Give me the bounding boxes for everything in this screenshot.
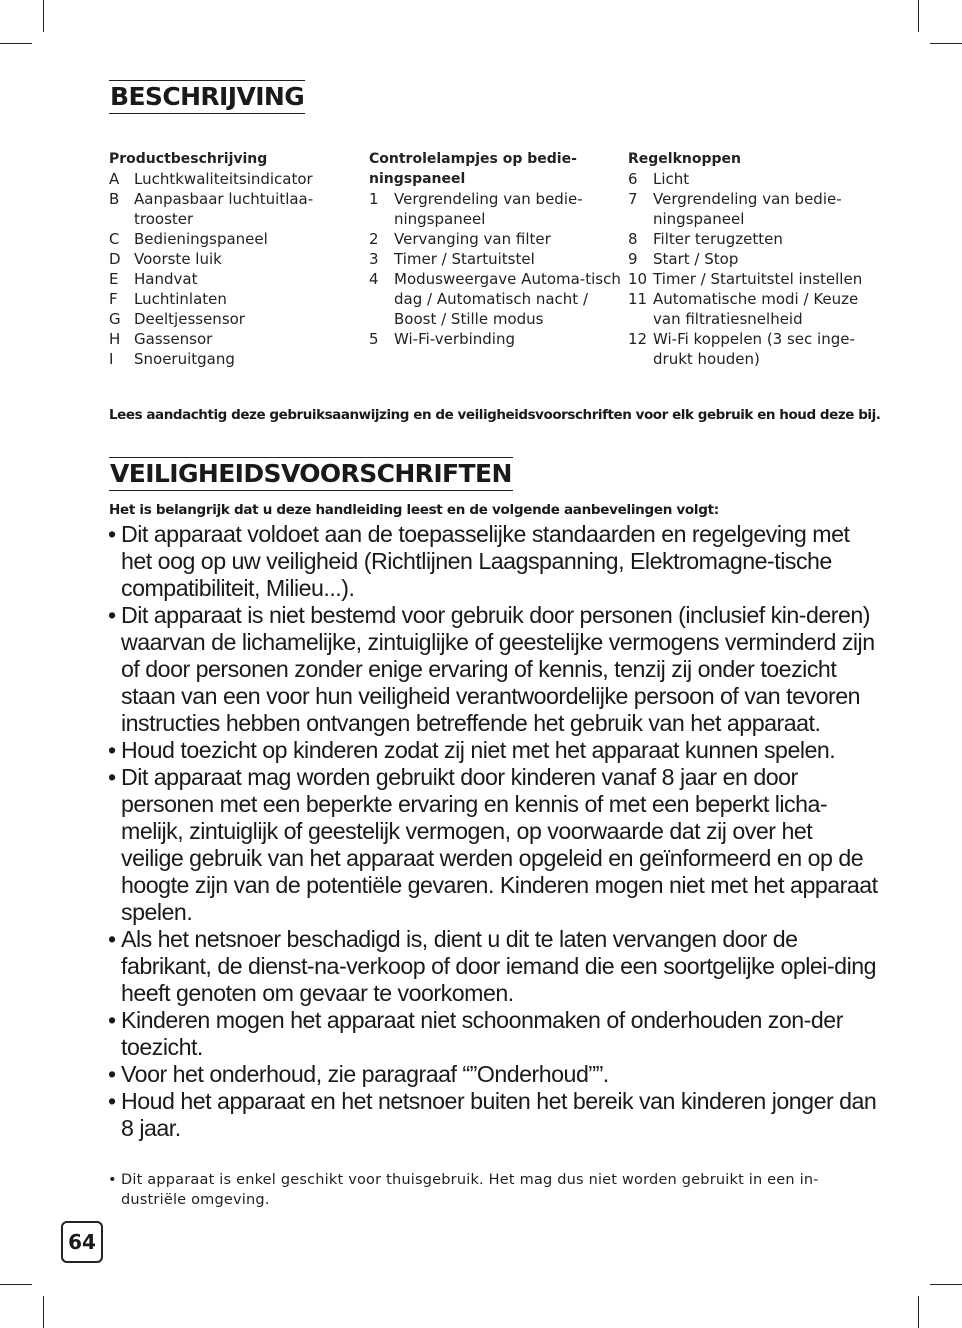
column-control-lights <box>369 149 624 349</box>
column-title: Controlelampjes op bedie-ningspaneel <box>369 151 577 187</box>
list-item: I Snoeruitgang <box>109 350 235 368</box>
crop-mark <box>930 1284 962 1285</box>
list-item: • Als het netsnoer beschadigd is, dient u dit te laten vervangen door de fabrikant, de dienst-na-verkoop of door iemand die een soortgelijke oplei-ding heeft genoten om gevaar te voorkomen. <box>108 926 877 1006</box>
list-item: 10 Timer / Startuitstel instellen <box>628 270 863 288</box>
crop-mark <box>43 0 44 32</box>
list-item: • Dit apparaat voldoet aan de toepasselijke standaarden en regelgeving met het oog op uw veiligheid (Richtlijnen Laagspanning, Elektromagne-tische compatibiliteit, Milieu...). <box>108 521 850 601</box>
list-item: 1 Vergrendeling van bedie-ningspaneel <box>369 190 583 228</box>
list-item: • Kinderen mogen het apparaat niet schoonmaken of onderhouden zon-der toezicht. <box>108 1007 843 1060</box>
crop-mark <box>43 1296 44 1328</box>
list-item: 6 Licht <box>628 170 690 188</box>
list-item: F Luchtinlaten <box>109 290 227 308</box>
list-item: H Gassensor <box>109 330 213 348</box>
list-item: 12 Wi-Fi koppelen (3 sec inge-drukt houden) <box>628 330 855 368</box>
list-item: • Houd toezicht op kinderen zodat zij niet met het apparaat kunnen spelen. <box>108 737 836 763</box>
list-item: • Dit apparaat mag worden gebruikt door kinderen vanaf 8 jaar en door personen met een beperkte ervaring en kennis of met een beperkt licha-melijk, zintuiglijk of geestelijk vermogen, op voorwaarde dat zij over het veilige gebruik van het apparaat werden opgeleid en geïnformeerd en op de hoogte zijn van de potentiële gevaren. Kinderen mogen niet met het apparaat spelen. <box>108 764 878 925</box>
section-title-safety: VEILIGHEIDSVOORSCHRIFTEN <box>109 457 513 491</box>
page-number: 64 <box>61 1221 103 1263</box>
crop-mark <box>918 1296 919 1328</box>
safety-intro: Het is belangrijk dat u deze handleiding leest en de volgende aanbevelingen volgt: <box>109 502 719 518</box>
list-item: • Dit apparaat is enkel geschikt voor thuisgebruik. Het mag dus niet worden gebruikt in een in-dustriële omgeving. <box>108 1172 819 1208</box>
list-item: A Luchtkwaliteitsindicator <box>109 170 313 188</box>
section-title-description: BESCHRIJVING <box>109 80 305 114</box>
list-item: 5 Wi-Fi-verbinding <box>369 330 515 348</box>
list-item: B Aanpasbaar luchtuitlaa-trooster <box>109 190 314 228</box>
crop-mark <box>930 43 962 44</box>
list-item: • Houd het apparaat en het netsnoer buiten het bereik van kinderen jonger dan 8 jaar. <box>108 1088 877 1141</box>
safety-rules-list <box>108 521 880 1142</box>
list-item: 8 Filter terugzetten <box>628 230 783 248</box>
list-item: D Voorste luik <box>109 250 222 268</box>
list-item: 4 Modusweergave Automa-tisch dag / Automatisch nacht / Boost / Stille modus <box>369 270 621 328</box>
list-item: • Voor het onderhoud, zie paragraaf “”Onderhoud””. <box>108 1061 609 1087</box>
list-item: 7 Vergrendeling van bedie-ningspaneel <box>628 190 842 228</box>
list-item: 9 Start / Stop <box>628 250 739 268</box>
list-item: • Dit apparaat is niet bestemd voor gebruik door personen (inclusief kin-deren) waarvan de lichamelijke, zintuiglijke of geestelijke vermogens verminderd zijn of door personen zonder enige ervaring of kennis, tenzij zij onder toezicht staan van een voor hun veiligheid verantwoordelijke persoon of van tevoren instructies hebben ontvangen betreffende het gebruik van het apparaat. <box>108 602 875 736</box>
crop-mark <box>0 43 32 44</box>
list-item: E Handvat <box>109 270 198 288</box>
column-title: Productbeschrijving <box>109 151 268 167</box>
list-item: 3 Timer / Startuitstel <box>369 250 535 268</box>
column-title: Regelknoppen <box>628 151 741 167</box>
list-item: C Bedieningspaneel <box>109 230 268 248</box>
list-item: 11 Automatische modi / Keuze van filtratiesnelheid <box>628 290 859 328</box>
reading-note: Lees aandachtig deze gebruiksaanwijzing en de veiligheidsvoorschriften voor elk gebruik en houd deze bij. <box>109 407 881 423</box>
list-item: G Deeltjessensor <box>109 310 245 328</box>
crop-mark <box>918 0 919 32</box>
column-product-description <box>109 149 364 369</box>
crop-mark <box>0 1284 32 1285</box>
column-control-buttons <box>628 149 883 369</box>
small-rules-list <box>108 1170 880 1210</box>
list-item: 2 Vervanging van filter <box>369 230 551 248</box>
